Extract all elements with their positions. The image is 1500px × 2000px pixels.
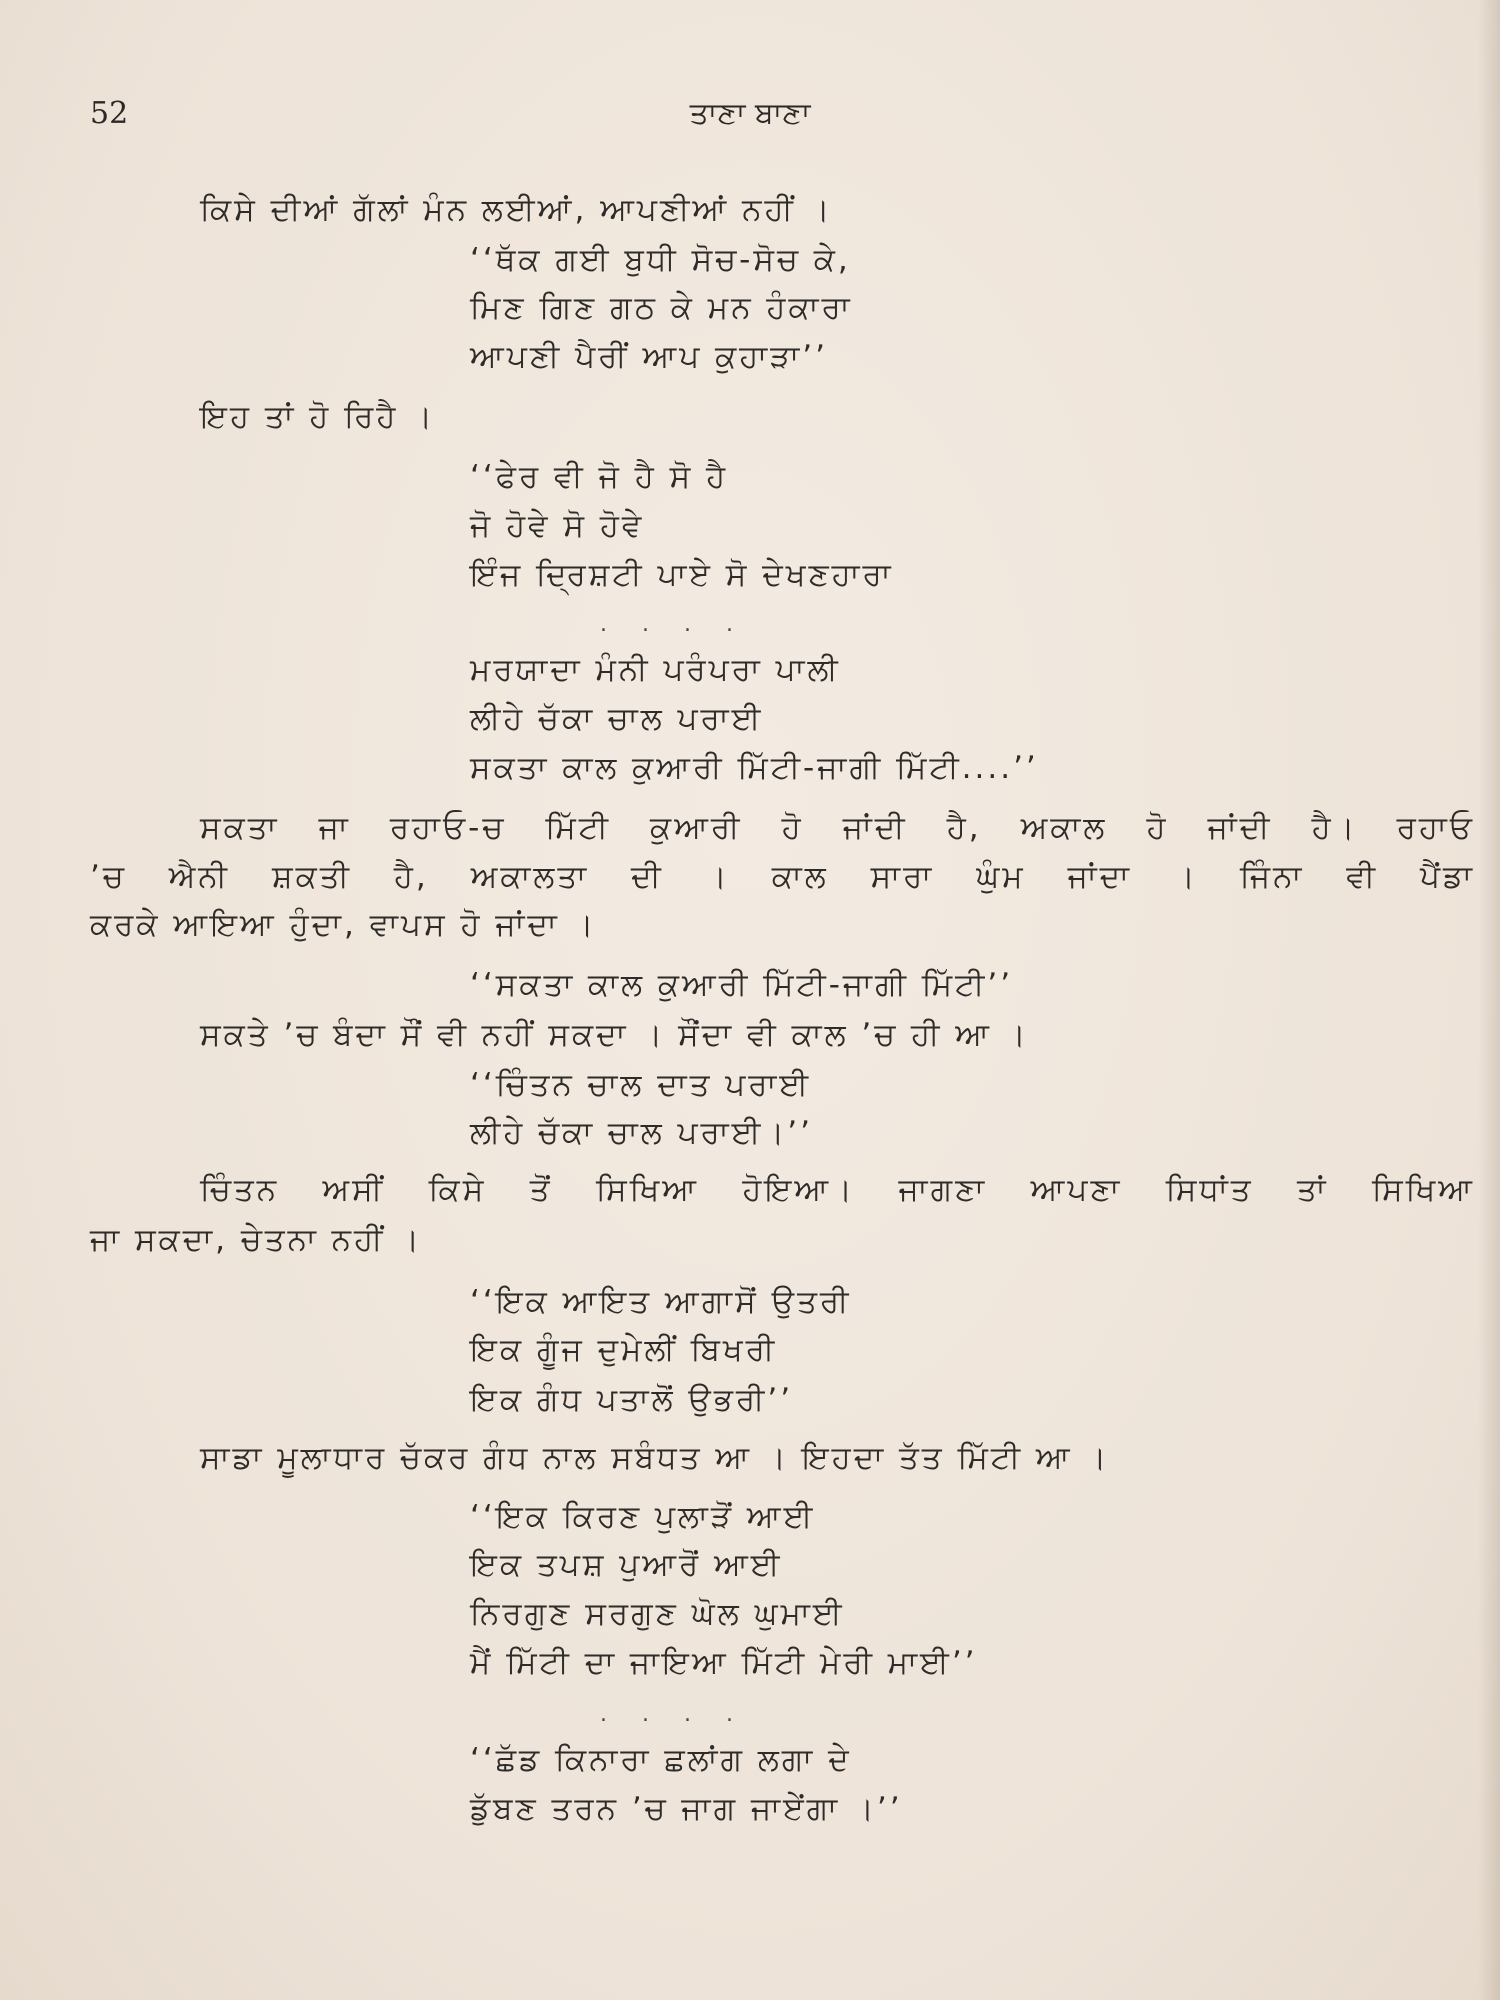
text-line: ਸਾਡਾ ਮੂਲਾਧਾਰ ਚੱਕਰ ਗੰਧ ਨਾਲ ਸਬੰਧਤ ਆ । ਇਹਦਾ ਤੱਤ ਮਿੱਟੀ ਆ । bbox=[200, 1440, 1110, 1476]
text-line: ਇਹ ਤਾਂ ਹੋ ਰਿਹੈ । bbox=[200, 399, 436, 435]
page-number: 52 bbox=[90, 96, 129, 131]
verse-line: ਇਕ ਗੰਧ ਪਤਾਲੋਂ ਉਭਰੀ’’ bbox=[470, 1382, 794, 1418]
verse-line: ਮਿਣ ਗਿਣ ਗਠ ਕੇ ਮਨ ਹੰਕਾਰਾ bbox=[470, 290, 853, 326]
section-separator: . . . . bbox=[600, 612, 747, 637]
verse-line: ‘‘ਚਿੰਤਨ ਚਾਲ ਦਾਤ ਪਰਾਈ bbox=[470, 1067, 812, 1103]
verse-line: ਲੀਹੇ ਚੱਕਾ ਚਾਲ ਪਰਾਈ bbox=[470, 701, 764, 737]
verse-line: ਇੰਜ ਦ੍ਰਿਸ਼ਟੀ ਪਾਏ ਸੋ ਦੇਖਣਹਾਰਾ bbox=[470, 557, 894, 593]
verse-line: ‘‘ਇਕ ਕਿਰਣ ਪੁਲਾੜੋਂ ਆਈ bbox=[470, 1499, 816, 1535]
verse-line: ਮੈਂ ਮਿੱਟੀ ਦਾ ਜਾਇਆ ਮਿੱਟੀ ਮੇਰੀ ਮਾਈ’’ bbox=[470, 1645, 978, 1681]
page-spine-shadow bbox=[1478, 0, 1500, 2000]
verse-line: ਸਕਤਾ ਕਾਲ ਕੁਆਰੀ ਮਿੱਟੀ-ਜਾਗੀ ਮਿੱਟੀ....’’ bbox=[470, 750, 1039, 786]
paragraph-line: ਜਾ ਸਕਦਾ, ਚੇਤਨਾ ਨਹੀਂ । bbox=[90, 1222, 423, 1258]
verse-line: ਲੀਹੇ ਚੱਕਾ ਚਾਲ ਪਰਾਈ।’’ bbox=[470, 1115, 813, 1151]
section-separator: . . . . bbox=[600, 1702, 747, 1727]
verse-line: ਆਪਣੀ ਪੈਰੀਂ ਆਪ ਕੁਹਾੜਾ’’ bbox=[470, 339, 828, 375]
paragraph-line: ਸਕਤਾ ਜਾ ਰਹਾਓ-ਚ ਮਿੱਟੀ ਕੁਆਰੀ ਹੋ ਜਾਂਦੀ ਹੈ, ਅਕਾਲ ਹੋ ਜਾਂਦੀ ਹੈ। ਰਹਾਓ bbox=[200, 810, 1475, 846]
paragraph-line: ਚਿੰਤਨ ਅਸੀਂ ਕਿਸੇ ਤੋਂ ਸਿਖਿਆ ਹੋਇਆ। ਜਾਗਣਾ ਆਪਣਾ ਸਿਧਾਂਤ ਤਾਂ ਸਿਖਿਆ bbox=[200, 1172, 1475, 1208]
running-title: ਤਾਣਾ ਬਾਣਾ bbox=[689, 96, 811, 131]
text-line: ਕਿਸੇ ਦੀਆਂ ਗੱਲਾਂ ਮੰਨ ਲਈਆਂ, ਆਪਣੀਆਂ ਨਹੀਂ । bbox=[200, 192, 833, 228]
verse-line: ਇਕ ਤਪਸ਼ ਪੁਆਰੋਂ ਆਈ bbox=[470, 1547, 783, 1583]
verse-line: ਡੁੱਬਣ ਤਰਨ ’ਚ ਜਾਗ ਜਾਏਂਗਾ ।’’ bbox=[470, 1791, 903, 1827]
verse-line: ਜੋ ਹੋਵੇ ਸੋ ਹੋਵੇ bbox=[470, 508, 645, 544]
verse-line: ‘‘ਸਕਤਾ ਕਾਲ ਕੁਆਰੀ ਮਿੱਟੀ-ਜਾਗੀ ਮਿੱਟੀ’’ bbox=[470, 967, 1014, 1003]
paragraph-line: ਕਰਕੇ ਆਇਆ ਹੁੰਦਾ, ਵਾਪਸ ਹੋ ਜਾਂਦਾ । bbox=[90, 907, 597, 943]
verse-line: ‘‘ਫੇਰ ਵੀ ਜੋ ਹੈ ਸੋ ਹੈ bbox=[470, 459, 729, 495]
verse-line: ਮਰਯਾਦਾ ਮੰਨੀ ਪਰੰਪਰਾ ਪਾਲੀ bbox=[470, 652, 841, 688]
verse-line: ‘‘ਥੱਕ ਗਈ ਬੁਧੀ ਸੋਚ-ਸੋਚ ਕੇ, bbox=[470, 242, 851, 278]
paragraph-line: ’ਚ ਐਨੀ ਸ਼ਕਤੀ ਹੈ, ਅਕਾਲਤਾ ਦੀ । ਕਾਲ ਸਾਰਾ ਘੁੰਮ ਜਾਂਦਾ । ਜਿੰਨਾ ਵੀ ਪੈਂਡਾ bbox=[90, 859, 1475, 895]
verse-line: ਨਿਰਗੁਣ ਸਰਗੁਣ ਘੋਲ ਘੁਮਾਈ bbox=[470, 1596, 845, 1632]
verse-line: ਇਕ ਗੂੰਜ ਦੁਮੇਲੀਂ ਬਿਖਰੀ bbox=[470, 1332, 778, 1368]
verse-line: ‘‘ਇਕ ਆਇਤ ਆਗਾਸੋਂ ਉਤਰੀ bbox=[470, 1284, 852, 1320]
verse-line: ‘‘ਛੱਡ ਕਿਨਾਰਾ ਛਲਾਂਗ ਲਗਾ ਦੇ bbox=[470, 1742, 852, 1778]
text-line: ਸਕਤੇ ’ਚ ਬੰਦਾ ਸੌਂ ਵੀ ਨਹੀਂ ਸਕਦਾ । ਸੌਂਦਾ ਵੀ ਕਾਲ ’ਚ ਹੀ ਆ । bbox=[200, 1017, 1029, 1053]
